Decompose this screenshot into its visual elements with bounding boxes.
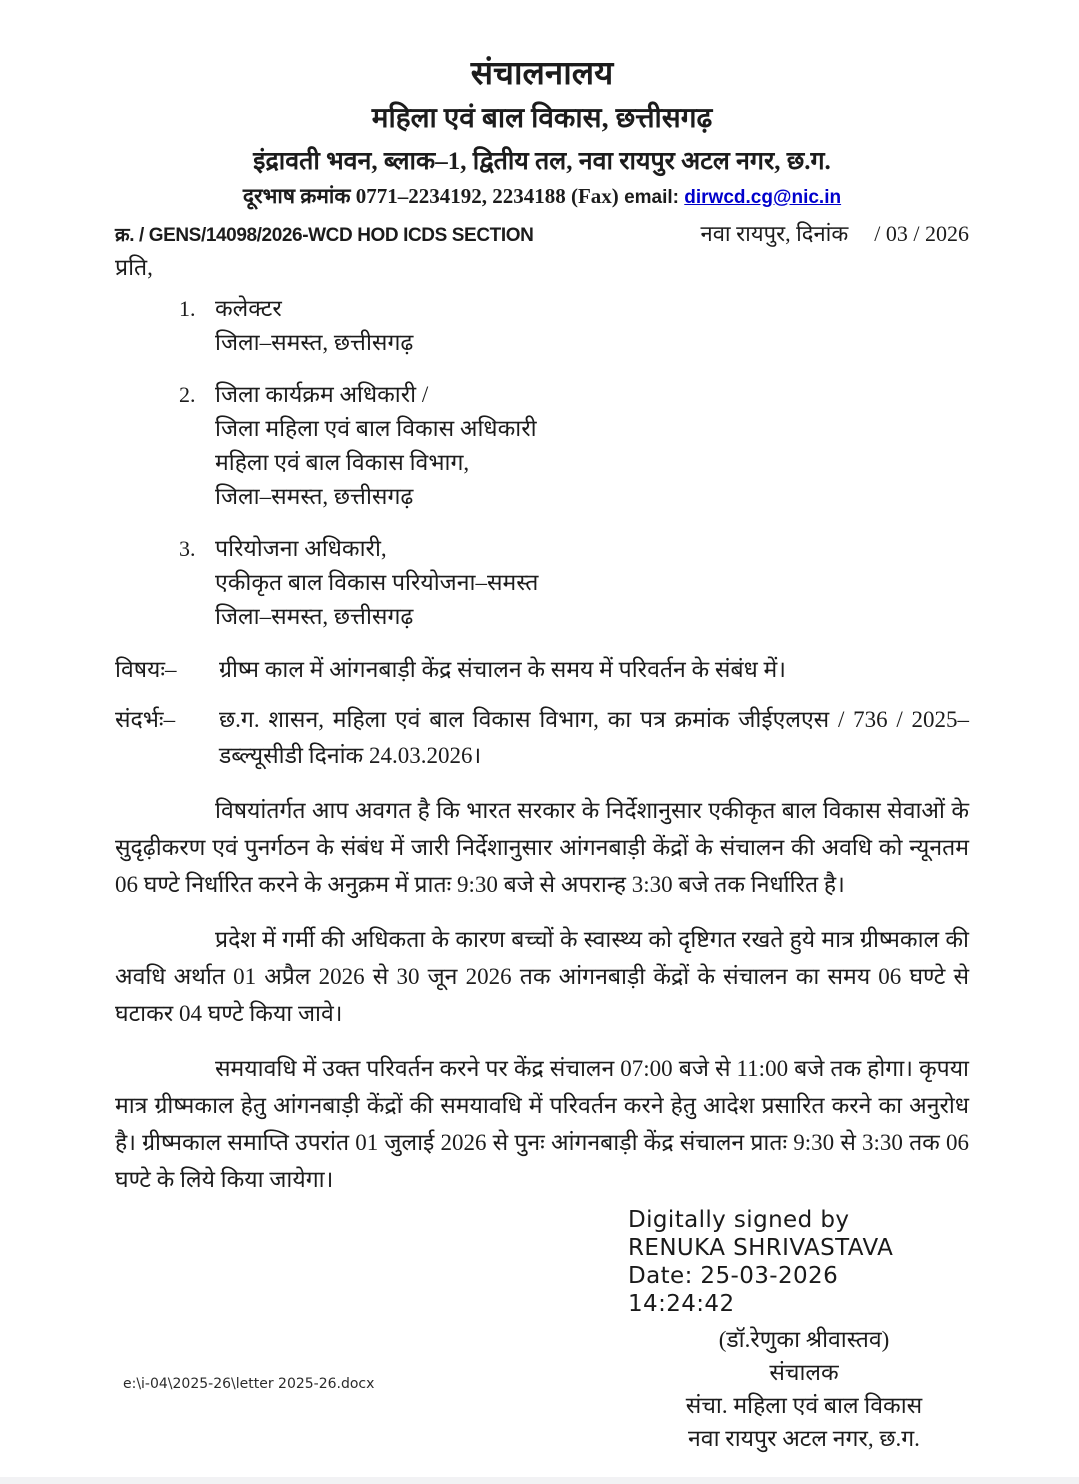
digital-signature-line: Date: 25-03-2026: [628, 1262, 839, 1289]
addressee-line: महिला एवं बाल विकास विभाग,: [215, 449, 470, 475]
addressee-line: जिला–समस्त, छत्तीसगढ़: [215, 603, 414, 629]
date-value: / 03 / 2026: [874, 220, 969, 246]
addressee-line: जिला–समस्त, छत्तीसगढ़: [215, 483, 414, 509]
addressee-line: जिला–समस्त, छत्तीसगढ़: [215, 329, 414, 355]
addressee-number: 3.: [179, 535, 196, 561]
addressee-line: परियोजना अधिकारी,: [215, 535, 387, 561]
place-date: [700, 218, 969, 248]
addressee-line: कलेक्टर: [215, 295, 282, 321]
reference-note-text: छ.ग. शासन, महिला एवं बाल विकास विभाग, का पत्र क्रमांक जीईएलएस / 736 / 2025–डब्ल्यूसीडी दिनांक 24.03.2026।: [219, 706, 969, 768]
body-paragraph-3: समयावधि में उक्त परिवर्तन करने पर केंद्र संचालन 07:00 बजे से 11:00 बजे तक होगा। कृपया मात्र ग्रीष्मकाल हेतु आंगनबाड़ी केंद्रों की समयावधि में परिवर्तन करने हेतु आदेश प्रसारित करने का अनुरोध है। ग्रीष्मकाल समाप्ति उपरांत 01 जुलाई 2026 से पुनः आंगनबाड़ी केंद्र संचालन प्रातः 9:30 से 3:30 तक 06 घण्टे के लिये किया जायेगा।: [115, 1055, 969, 1192]
addressee-item: [179, 378, 969, 514]
digital-signature-line: 14:24:42: [628, 1290, 735, 1317]
email-label: email:: [624, 186, 685, 208]
place-date-label: नवा रायपुर, दिनांक: [700, 220, 849, 246]
signatory-name: (डॉ.रेणुका श्रीवास्तव): [718, 1326, 890, 1352]
addressee-item: [179, 532, 969, 634]
addressee-line: एकीकृत बाल विकास परियोजना–समस्त: [215, 569, 539, 595]
salutation: प्रति,: [115, 254, 153, 280]
digital-signature-line: RENUKA SHRIVASTAVA: [628, 1234, 894, 1261]
body-paragraph-2: प्रदेश में गर्मी की अधिकता के कारण बच्चों के स्वास्थ्य को दृष्टिगत रखते हुये मात्र ग्रीष्मकाल की अवधि अर्थात 01 अप्रैल 2026 से 30 जून 2026 तक आंगनबाड़ी केंद्रों के संचालन का समय 06 घण्टे से घटाकर 04 घण्टे किया जावे।: [115, 926, 969, 1026]
letter-number: क्र. / GENS/14098/2026-WCD HOD ICDS SECTION: [115, 224, 534, 246]
addressee-lines: [215, 532, 538, 634]
addressee-line: जिला महिला एवं बाल विकास अधिकारी: [215, 415, 537, 441]
addressee-lines: [215, 378, 537, 514]
reference-note-row: [115, 702, 969, 774]
phone-fax-text: दूरभाष क्रमांक 0771–2234192, 2234188 (Fax): [242, 183, 625, 208]
digital-signature: [628, 1206, 980, 1318]
addressee-number: 2.: [179, 381, 196, 407]
signatory-location: नवा रायपुर अटल नगर, छ.ग.: [688, 1425, 920, 1451]
reference-note-label: संदर्भः–: [115, 706, 176, 732]
signature-block: [628, 1206, 980, 1455]
email-link[interactable]: dirwcd.cg@nic.in: [684, 186, 842, 208]
addressee-item: [179, 292, 969, 360]
signatory-department: संचा. महिला एवं बाल विकास: [685, 1392, 923, 1418]
bottom-edge-bar: [0, 1477, 1079, 1484]
signatory-designation: संचालक: [769, 1359, 839, 1385]
letterhead: [115, 56, 969, 210]
org-contact-line: [115, 182, 969, 210]
addressee-list: [115, 292, 969, 634]
org-title: संचालनालय: [470, 56, 614, 92]
subject-text: ग्रीष्म काल में आंगनबाड़ी केंद्र संचालन के समय में परिवर्तन के संबंध में।: [219, 656, 786, 682]
org-address: इंद्रावती भवन, ब्लाक–1, द्वितीय तल, नवा रायपुर अटल नगर, छ.ग.: [253, 147, 831, 175]
body-paragraph-1: विषयांतर्गत आप अवगत है कि भारत सरकार के निर्देशानुसार एकीकृत बाल विकास सेवाओं के सुदृढ़ीकरण एवं पुनर्गठन के संबंध में जारी निर्देशानुसार आंगनबाड़ी केंद्रों के संचालन की अवधि को न्यूनतम 06 घण्टे निर्धारित करने के अनुक्रम में प्रातः 9:30 बजे से अपरान्ह 3:30 बजे तक निर्धारित है।: [115, 797, 969, 897]
addressee-lines: [215, 292, 413, 360]
reference-row: [115, 218, 969, 248]
subject-label: विषयः–: [115, 656, 177, 682]
document-file-path: e:\i-04\2025-26\letter 2025-26.docx: [123, 1376, 375, 1392]
addressee-number: 1.: [179, 295, 196, 321]
org-subtitle: महिला एवं बाल विकास, छत्तीसगढ़: [371, 102, 713, 134]
addressee-line: जिला कार्यक्रम अधिकारी /: [215, 381, 429, 407]
subject-row: [115, 652, 969, 688]
digital-signature-line: Digitally signed by: [628, 1206, 850, 1233]
